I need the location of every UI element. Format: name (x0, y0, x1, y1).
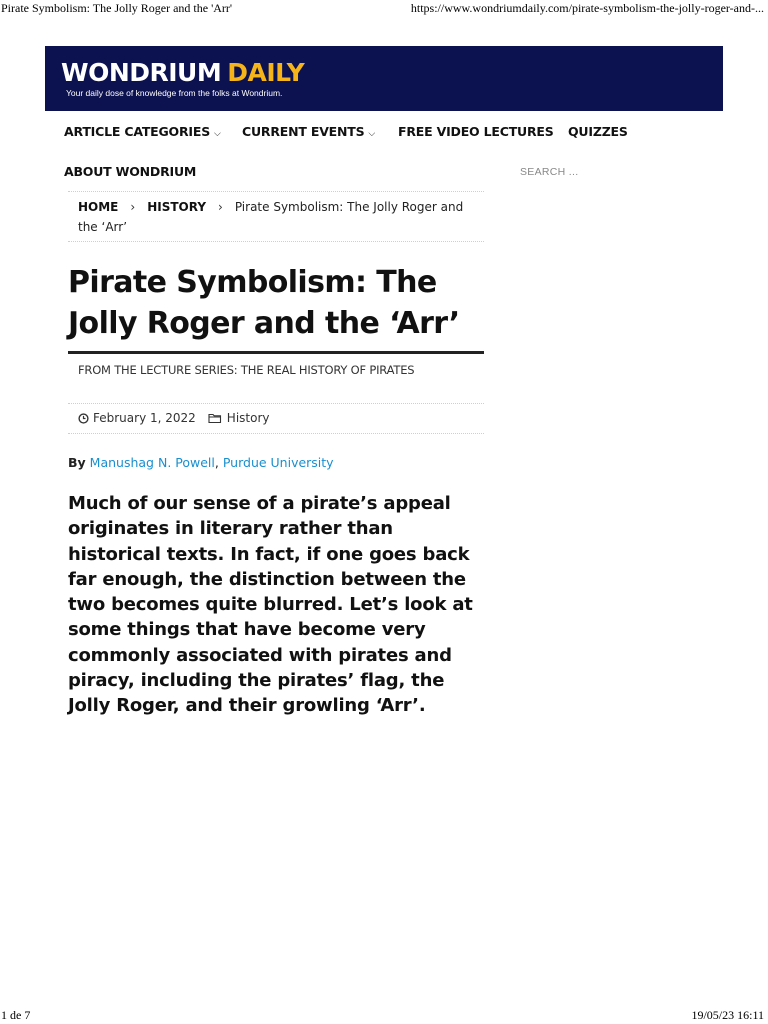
chevron-down-icon: ⌵ (214, 129, 221, 139)
divider (68, 241, 484, 242)
byline-separator: , (214, 455, 219, 470)
publish-date: February 1, 2022 (93, 411, 196, 425)
nav-quizzes[interactable] (568, 124, 628, 139)
logo-primary-text: WONDRIUM (61, 58, 222, 87)
nav-item-label: ABOUT WONDRIUM (64, 164, 197, 179)
site-banner[interactable] (45, 46, 723, 111)
institution-link[interactable]: Purdue University (222, 455, 334, 470)
category-link[interactable]: History (226, 411, 270, 425)
nav-free-video-lectures[interactable] (398, 124, 554, 139)
print-page-title: Pirate Symbolism: The Jolly Roger and the 'Arr' (1, 1, 233, 15)
nav-item-label: CURRENT EVENTS (242, 124, 365, 139)
nav-item-label: FREE VIDEO LECTURES (398, 124, 554, 139)
byline (68, 455, 334, 470)
print-page-url: https://www.wondriumdaily.com/pirate-symbolism-the-jolly-roger-and-... (410, 1, 764, 15)
print-footer (0, 1006, 768, 1024)
search-input[interactable] (520, 164, 650, 180)
divider (68, 433, 484, 434)
author-link[interactable]: Manushag N. Powell (89, 455, 215, 470)
title-underline (68, 351, 484, 354)
print-header (0, 0, 768, 18)
breadcrumb-separator: › (130, 200, 136, 214)
nav-about-wondrium[interactable] (64, 164, 196, 179)
divider (68, 191, 484, 192)
chevron-down-icon: ⌵ (368, 129, 376, 139)
folder-icon (208, 413, 222, 424)
nav-current-events[interactable] (242, 124, 375, 139)
logo-secondary-text: DAILY (227, 58, 305, 87)
nav-item-label: QUIZZES (568, 124, 628, 139)
lecture-series-label: FROM THE LECTURE SERIES: THE REAL HISTORY OF PIRATES (78, 363, 415, 377)
breadcrumb-separator: › (218, 200, 223, 214)
print-page-number: 1 de 7 (1, 1008, 31, 1022)
nav-article-categories[interactable] (64, 124, 221, 139)
site-logo[interactable] (61, 58, 304, 88)
print-datetime: 19/05/23 16:11 (691, 1008, 764, 1022)
site-tagline: Your daily dose of knowledge from the folks at Wondrium. (66, 88, 283, 98)
breadcrumb (78, 197, 478, 237)
article-meta (78, 411, 270, 425)
clock-icon (78, 413, 89, 424)
nav-item-label: ARTICLE CATEGORIES (64, 124, 210, 139)
byline-prefix: By (68, 455, 86, 470)
article-lead: Much of our sense of a pirate’s appeal originates in literary rather than historical texts. In fact, if one goes back far enough, the distinction between the two becomes quite blurred. Let’s look at some things that have become very commonly associated with pirates and piracy, including the pirates’ flag, the Jolly Roger, and their growling ‘Arr’. (68, 493, 473, 717)
breadcrumb-history[interactable]: HISTORY (147, 200, 207, 214)
divider (68, 403, 484, 404)
breadcrumb-home[interactable]: HOME (78, 200, 119, 214)
breadcrumb-current: Pirate Symbolism: The Jolly Roger and the ‘Arr’ (78, 200, 464, 234)
article-title: Pirate Symbolism: The Jolly Roger and the ‘Arr’ (68, 265, 460, 341)
